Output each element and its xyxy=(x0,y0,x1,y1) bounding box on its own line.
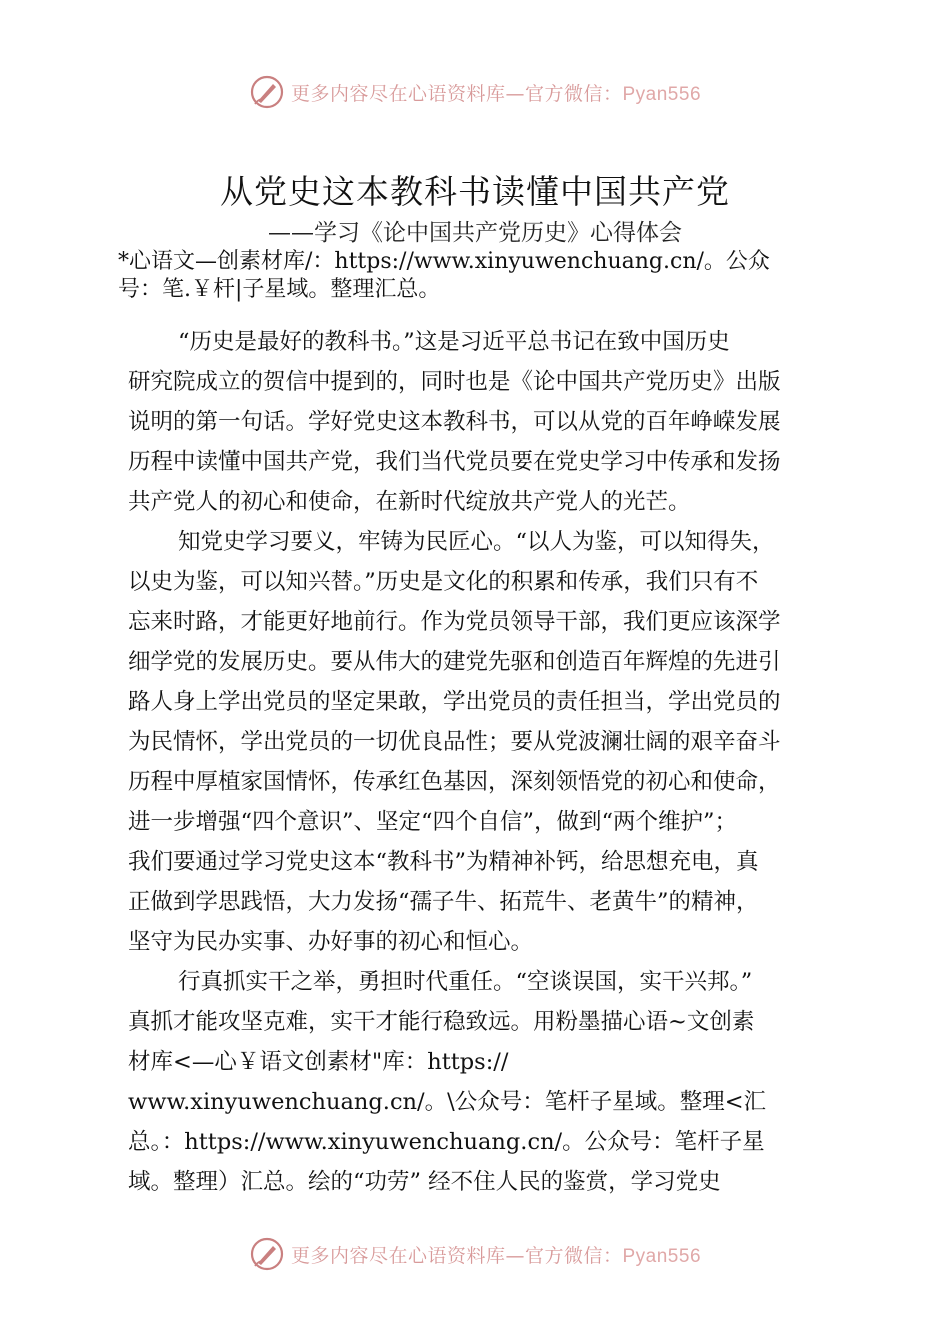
text-line: 为民情怀，学出党员的一切优良品性；要从党波澜壮阔的艰辛奋斗 xyxy=(128,729,781,755)
text-line: 行真抓实干之举，勇担时代重任。“空谈误国，实干兴邦。” xyxy=(178,969,753,995)
text-line: 路人身上学出党员的坚定果敢，学出党员的责任担当，学出党员的 xyxy=(128,689,781,715)
text-line: 进一步增强“四个意识”、坚定“四个自信”，做到“两个维护”； xyxy=(128,809,738,835)
text-line: 说明的第一句话。学好党史这本教科书，可以从党的百年峥嵘发展 xyxy=(128,409,781,435)
text-line: 总。：https://www.xinyuwenchuang.cn/。公众号：笔杆子星 xyxy=(128,1129,765,1155)
footer-banner xyxy=(0,1232,950,1276)
text-line: 正做到学思践悟，大力发扬“孺子牛、拓荒牛、老黄牛”的精神， xyxy=(128,889,759,915)
text-line: 以史为鉴，可以知兴替。”历史是文化的积累和传承，我们只有不 xyxy=(128,569,759,595)
text-line: 知党史学习要义，牢铸为民匠心。“以人为鉴，可以知得失， xyxy=(178,529,775,555)
pen-circle-logo-icon xyxy=(249,74,285,110)
text-line: www.xinyuwenchuang.cn/。\公众号：笔杆子星域。整理<汇 xyxy=(128,1089,767,1115)
article-body xyxy=(128,322,848,1202)
pen-circle-logo-icon xyxy=(249,1236,285,1272)
document-title: 从党史这本教科书读懂中国共产党 xyxy=(220,172,730,211)
text-line: 共产党人的初心和使命，在新时代绽放共产党人的光芒。 xyxy=(128,489,691,515)
text-line: 我们要通过学习党史这本“教科书”为精神补钙，给思想充电，真 xyxy=(128,849,759,875)
document-subtitle: ——学习《论中国共产党历史》心得体会 xyxy=(268,220,682,246)
text-line: 坚守为民办实事、办好事的初心和恒心。 xyxy=(128,929,534,955)
source-line: 号：笔.￥杆|子星域。整理汇总。 xyxy=(118,277,441,302)
source-line: *心语文—创素材库/：https://www.xinyuwenchuang.cn/。公众 xyxy=(118,249,770,274)
banner-text: 更多内容尽在心语资料库—官方微信：Pyan556 xyxy=(290,1244,702,1267)
text-line: 忘来时路，才能更好地前行。作为党员领导干部，我们更应该深学 xyxy=(128,609,781,635)
text-line: “历史是最好的教科书。”这是习近平总书记在致中国历史 xyxy=(178,329,730,355)
text-line: 历程中读懂中国共产党，我们当代党员要在党史学习中传承和发扬 xyxy=(128,449,781,475)
text-line: 域。整理）汇总。绘的“功劳” 经不住人民的鉴赏，学习党史 xyxy=(128,1169,721,1195)
text-line: 真抓才能攻坚克难，实干才能行稳致远。用粉墨描心语~文创素 xyxy=(128,1009,755,1035)
text-line: 材库<—心￥语文创素材"库：https:// xyxy=(128,1049,509,1075)
header-banner xyxy=(0,70,950,114)
text-line: 历程中厚植家国情怀，传承红色基因，深刻领悟党的初心和使命， xyxy=(128,769,781,795)
banner-text: 更多内容尽在心语资料库—官方微信：Pyan556 xyxy=(290,82,702,105)
source-note xyxy=(118,248,848,304)
text-line: 研究院成立的贺信中提到的，同时也是《论中国共产党历史》出版 xyxy=(128,369,781,395)
text-line: 细学党的发展历史。要从伟大的建党先驱和创造百年辉煌的先进引 xyxy=(128,649,781,675)
